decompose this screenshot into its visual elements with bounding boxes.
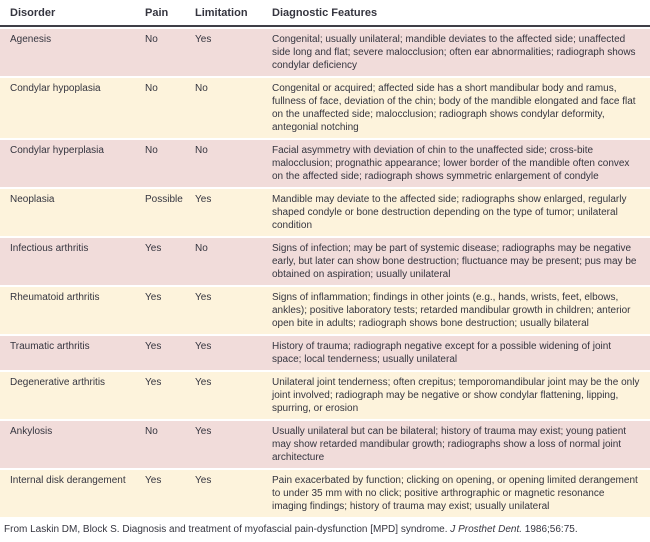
cell-disorder: Infectious arthritis xyxy=(0,238,145,285)
cell-disorder: Internal disk derangement xyxy=(0,470,145,517)
table-row xyxy=(0,78,650,138)
table-row xyxy=(0,140,650,187)
cell-limitation: Yes xyxy=(195,336,272,370)
cell-pain: No xyxy=(145,78,195,138)
cell-features: Mandible may deviate to the affected side; radiographs show enlarged, regularly shaped condyle or bone destruction depending on the type of tumor; unilateral condition xyxy=(272,189,650,236)
column-header-pain: Pain xyxy=(145,2,195,27)
cell-features: Congenital or acquired; affected side has a short mandibular body and ramus, fullness of face, deviation of the chin; body of the mandible elongated and face flat on the unaffected side; malocclusion; radiograph shows condylar deformity, antegonial notching xyxy=(272,78,650,138)
table-row xyxy=(0,336,650,370)
table-row xyxy=(0,29,650,76)
cell-features: Facial asymmetry with deviation of chin to the unaffected side; cross-bite malocclusion; prognathic appearance; lower border of the mandible often convex on the affected side; radiograph shows symmetric enlargement of condyle xyxy=(272,140,650,187)
cell-limitation: Yes xyxy=(195,29,272,76)
cell-pain: No xyxy=(145,29,195,76)
table-row xyxy=(0,287,650,334)
column-header-disorder: Disorder xyxy=(0,2,145,27)
table-row xyxy=(0,238,650,285)
cell-limitation: Yes xyxy=(195,421,272,468)
cell-limitation: Yes xyxy=(195,470,272,517)
cell-pain: Yes xyxy=(145,372,195,419)
cell-limitation: Yes xyxy=(195,287,272,334)
cell-features: Signs of inflammation; findings in other joints (e.g., hands, wrists, feet, elbows, ankles); positive laboratory tests; retarded mandibular growth in children; anterior open bite in adults; radiograph shows bone destruction; usually bilateral xyxy=(272,287,650,334)
source-citation xyxy=(0,524,650,536)
table-header-row xyxy=(0,2,650,27)
cell-features: Unilateral joint tenderness; often crepitus; temporomandibular joint may be the only joint involved; radiograph may be negative or show condylar flattening, lipping, spurring, or erosion xyxy=(272,372,650,419)
cell-disorder: Rheumatoid arthritis xyxy=(0,287,145,334)
cell-features: Congenital; usually unilateral; mandible deviates to the affected side; unaffected side long and flat; severe malocclusion; often ear abnormalities; radiograph shows condylar deficiency xyxy=(272,29,650,76)
table-row xyxy=(0,421,650,468)
cell-disorder: Traumatic arthritis xyxy=(0,336,145,370)
cell-pain: Yes xyxy=(145,470,195,517)
cell-disorder: Degenerative arthritis xyxy=(0,372,145,419)
cell-limitation: No xyxy=(195,78,272,138)
cell-pain: Yes xyxy=(145,238,195,285)
cell-features: History of trauma; radiograph negative except for a possible widening of joint space; local tenderness; usually unilateral xyxy=(272,336,650,370)
citation-suffix: 1986;56:75. xyxy=(522,524,578,535)
column-header-limitation: Limitation xyxy=(195,2,272,27)
cell-pain: No xyxy=(145,421,195,468)
cell-features: Usually unilateral but can be bilateral; history of trauma may exist; young patient may show retarded mandibular growth; radiographs show a loss of normal joint architecture xyxy=(272,421,650,468)
cell-pain: No xyxy=(145,140,195,187)
table-row xyxy=(0,470,650,517)
cell-disorder: Neoplasia xyxy=(0,189,145,236)
cell-disorder: Condylar hypoplasia xyxy=(0,78,145,138)
cell-features: Pain exacerbated by function; clicking on opening, or opening limited derangement to under 35 mm with no click; positive arthrographic or magnetic resonance imaging findings; history of trauma may exist; usually unilateral xyxy=(272,470,650,517)
cell-disorder: Agenesis xyxy=(0,29,145,76)
cell-features: Signs of infection; may be part of systemic disease; radiographs may be negative early, but later can show bone destruction; fluctuance may be present; pus may be obtained on aspiration; usually unilateral xyxy=(272,238,650,285)
cell-limitation: Yes xyxy=(195,189,272,236)
table-row xyxy=(0,372,650,419)
cell-disorder: Ankylosis xyxy=(0,421,145,468)
cell-limitation: Yes xyxy=(195,372,272,419)
table-header xyxy=(0,2,650,27)
citation-prefix: From Laskin DM, Block S. Diagnosis and treatment of myofascial pain-dysfunction [MPD] syndrome. xyxy=(4,524,451,535)
table-body xyxy=(0,29,650,517)
citation-journal: J Prosthet Dent. xyxy=(450,524,522,535)
cell-pain: Yes xyxy=(145,336,195,370)
cell-limitation: No xyxy=(195,140,272,187)
table-row xyxy=(0,189,650,236)
cell-limitation: No xyxy=(195,238,272,285)
cell-disorder: Condylar hyperplasia xyxy=(0,140,145,187)
cell-pain: Possible xyxy=(145,189,195,236)
cell-pain: Yes xyxy=(145,287,195,334)
column-header-diagnostic-features: Diagnostic Features xyxy=(272,2,650,27)
